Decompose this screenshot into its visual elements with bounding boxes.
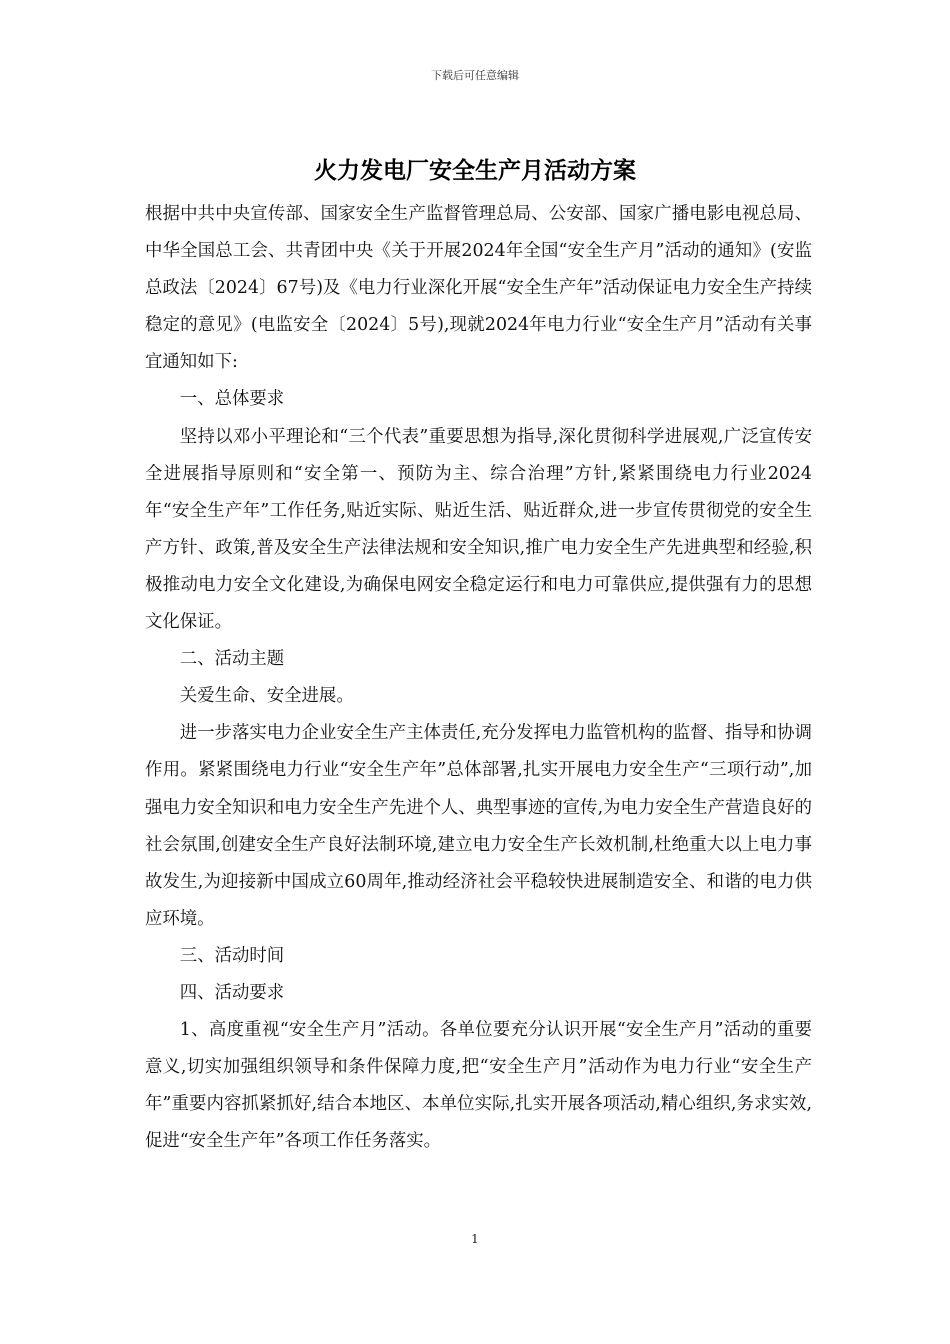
- paragraph-intro: 根据中共中央宣传部、国家安全生产监督管理总局、公安部、国家广播电影电视总局、中华全国总工会、共青团中央《关于开展2024年全国“安全生产月”活动的通知》(安监总政法〔2024〕67号)及《电力行业深化开展“安全生产年”活动保证电力安全生产持续稳定的意见》(电监安全〔2024〕5号),现就2024年电力行业“安全生产月”活动有关事宜通知如下:: [145, 204, 812, 373]
- section-heading-activity-theme: 二、活动主题: [179, 649, 285, 670]
- paragraph-requirement-1: 1、高度重视“安全生产月”活动。各单位要充分认识开展“安全生产月”活动的重要意义,切实加强组织领导和条件保障力度,把“安全生产月”活动作为电力行业“安全生产年”重要内容抓紧抓好,结合本地区、本单位实际,扎实开展各项活动,精心组织,务求实效,促进“安全生产年”各项工作任务落实。: [145, 1020, 812, 1152]
- paragraph-theme-slogan: 关爱生命、安全进展。: [179, 686, 354, 707]
- section-heading-activity-time: 三、活动时间: [179, 945, 285, 966]
- section-heading-general-requirements: 一、总体要求: [179, 389, 285, 410]
- page-number: 1: [471, 1232, 479, 1246]
- paragraph-theme-detail: 进一步落实电力企业安全生产主体责任,充分发挥电力监管机构的监督、指导和协调作用。紧紧围绕电力行业“安全生产年”总体部署,扎实开展电力安全生产“三项行动”,加强电力安全知识和电力安全生产先进个人、典型事迹的宣传,为电力安全生产营造良好的社会氛围,创建安全生产良好法制环境,建立电力安全生产长效机制,杜绝重大以上电力事故发生,为迎接新中国成立60周年,推动经济社会平稳较快进展制造安全、和谐的电力供应环境。: [145, 723, 812, 929]
- paragraph-general-requirements: 坚持以邓小平理论和“三个代表”重要思想为指导,深化贯彻科学进展观,广泛宣传安全进展指导原则和“安全第一、预防为主、综合治理”方针,紧紧围绕电力行业2024年“安全生产年”工作任务,贴近实际、贴近生活、贴近群众,进一步宣传贯彻党的安全生产方针、政策,普及安全生产法律法规和安全知识,推广电力安全生产先进典型和经验,积极推动电力安全文化建设,为确保电网安全稳定运行和电力可靠供应,提供强有力的思想文化保证。: [145, 426, 812, 633]
- document-body: [145, 196, 812, 1160]
- section-heading-activity-requirements: 四、活动要求: [179, 982, 285, 1003]
- header-note: 下载后可任意编辑: [431, 69, 519, 82]
- document-title: 火力发电厂安全生产月活动方案: [314, 157, 636, 184]
